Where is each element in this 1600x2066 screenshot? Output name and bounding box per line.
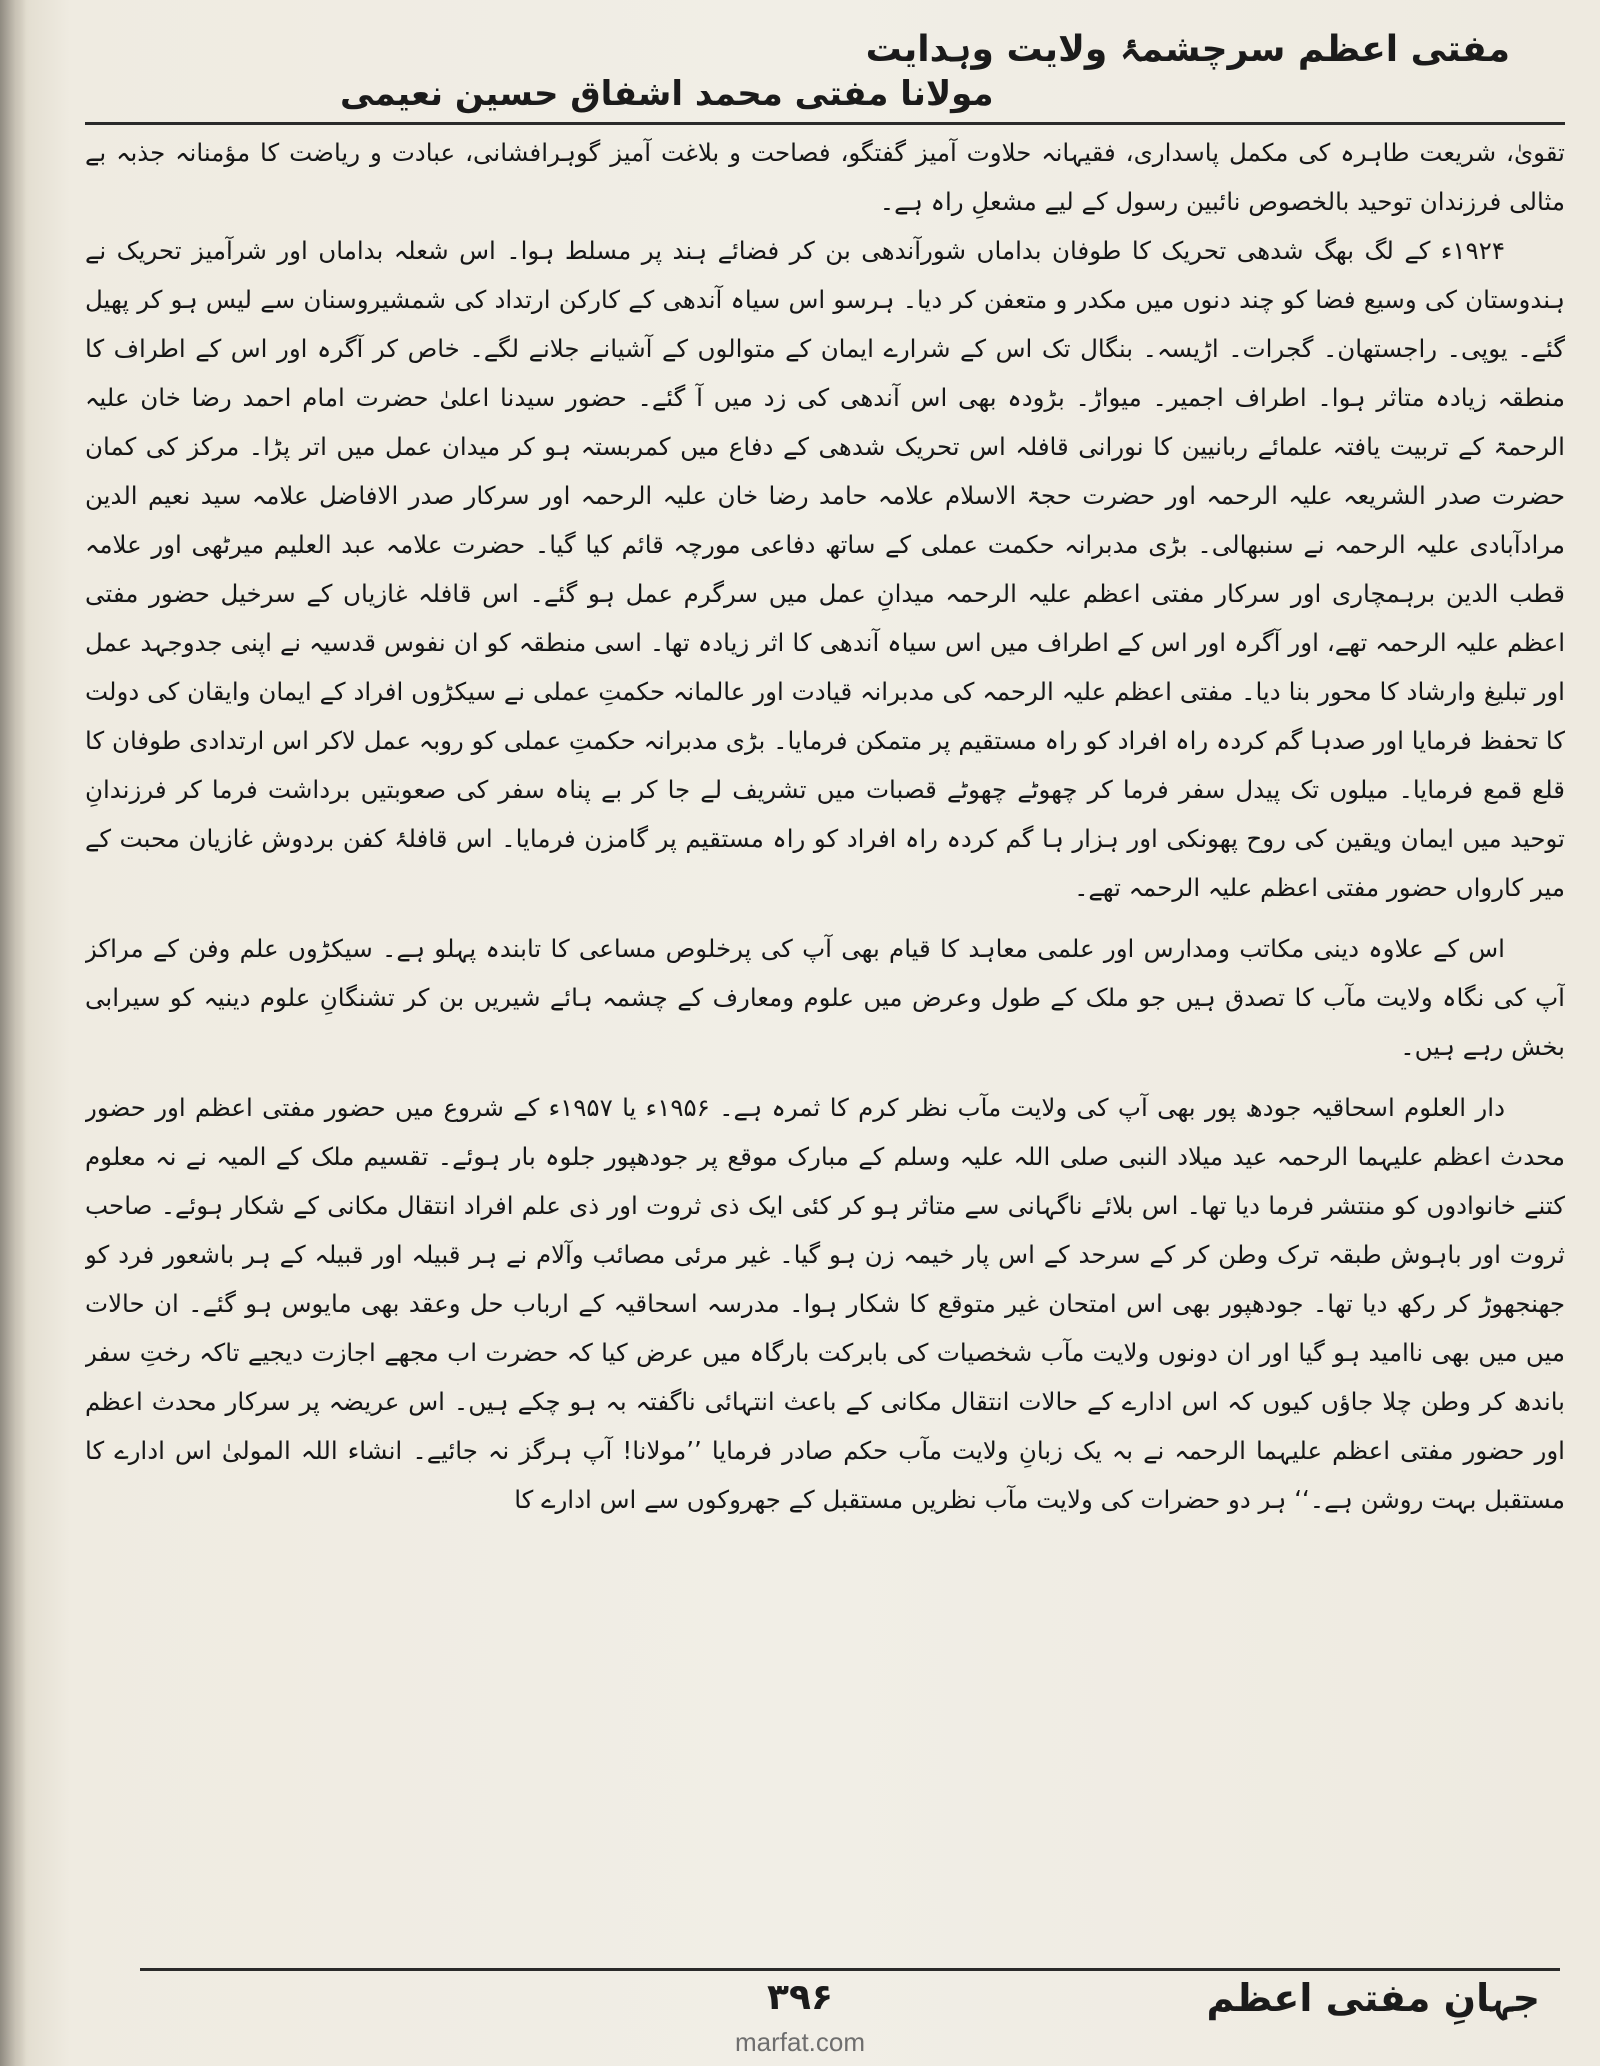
author-name: مولانا مفتی محمد اشفاق حسین نعیمی (340, 74, 994, 114)
paragraph: دار العلوم اسحاقیہ جودھ پور بھی آپ کی ولایت مآب نظر کرم کا ثمرہ ہے۔ ۱۹۵۶ء یا ۱۹۵۷ء کے شروع میں حضور مفتی اعظم اور حضور محدث اعظم علیہما الرحمہ عید میلاد النبی صلی اللہ علیہ وسلم کے مبارک موقع پر جودھپور جلوہ بار ہوئے۔ تقسیم ملک کے المیہ نے نہ معلوم کتنے خانوادوں کو منتشر فرما دیا تھا۔ اس بلائے ناگہانی سے متاثر ہو کر کئی ایک ذی ثروت اور ذی علم افراد انتقال مکانی کے شکار ہوئے۔ صاحب ثروت اور باہوش طبقہ ترک وطن کر کے سرحد کے اس پار خیمہ زن ہو گیا۔ غیر مرئی مصائب وآلام نے ہر قبیلہ اور قبیلہ کے ہر باشعور فرد کو جھنجھوڑ کر رکھ دیا تھا۔ جودھپور بھی اس امتحان غیر متوقع کا شکار ہوا۔ مدرسہ اسحاقیہ کے ارباب حل وعقد بھی مایوس ہو گئے۔ ان حالات میں میں بھی ناامید ہو گیا اور ان دونوں ولایت مآب شخصیات کی بابرکت بارگاہ میں عرض کیا کہ حضرت اب مجھے اجازت دیجیے تاکہ رختِ سفر باندھ کر وطن چلا جاؤں کیوں کہ اس ادارے کے حالات انتقال مکانی کے باعث انتہائی ناگفتہ بہ ہو چکے ہیں۔ اس عریضہ پر سرکار محدث اعظم اور حضور مفتی اعظم علیہما الرحمہ نے بہ یک زبانِ ولایت مآب حکم صادر فرمایا ’’مولانا! آپ ہرگز نہ جائیے۔ انشاء اللہ المولیٰ اس ادارے کا مستقبل بہت روشن ہے۔‘‘ ہر دو حضرات کی ولایت مآب نظریں مستقبل کے جھروکوں سے اس ادارے کا (85, 1093, 1565, 1514)
paragraph: اس کے علاوہ دینی مکاتب ومدارس اور علمی معاہد کا قیام بھی آپ کی پرخلوص مساعی کا تابندہ پہلو ہے۔ سیکڑوں علم وفن کے مراکز آپ کی نگاہ ولایت مآب کا تصدق ہیں جو ملک کے طول وعرض میں علوم ومعارف کے چشمہ ہائے شیریں بن کر تشنگانِ علوم دینیہ کو سیرابی بخش رہے ہیں۔ (85, 934, 1565, 1061)
article-body (85, 128, 1565, 1958)
header-divider (85, 122, 1565, 125)
book-spine-shadow (0, 0, 26, 2066)
book-title: جہانِ مفتی اعظم (1206, 1976, 1540, 2020)
paragraph: تقویٰ، شریعت طاہرہ کی مکمل پاسداری، فقیہانہ حلاوت آمیز گفتگو، فصاحت و بلاغت آمیز گوہرافشانی، عبادت و ریاضت کا مؤمنانہ جذبہ بے مثالی فرزندان توحید بالخصوص نائبین رسول کے لیے مشعلِ راہ ہے۔ (85, 138, 1565, 216)
running-title: مفتی اعظم سرچشمۂ ولایت وہدایت (865, 29, 1510, 70)
paragraph: ۱۹۲۴ء کے لگ بھگ شدھی تحریک کا طوفان بداماں شورآندھی بن کر فضائے ہند پر مسلط ہوا۔ اس شعلہ بداماں اور شرآمیز تحریک نے ہندوستان کی وسیع فضا کو چند دنوں میں مکدر و متعفن کر دیا۔ ہرسو اس سیاہ آندھی کے کارکن ارتداد کی شمشیروسنان سے لیس ہو کر پھیل گئے۔ یوپی۔ راجستھان۔ گجرات۔ اڑیسہ۔ بنگال تک اس کے شرارے ایمان کے متوالوں کے آشیانے جلانے لگے۔ خاص کر آگرہ اور اس کے اطراف کا منطقہ زیادہ متاثر ہوا۔ اطراف اجمیر۔ میواڑ۔ بڑودہ بھی اس آندھی کی زد میں آ گئے۔ حضور سیدنا اعلیٰ حضرت امام احمد رضا خان علیہ الرحمۃ کے تربیت یافتہ علمائے ربانیین کا نورانی قافلہ اس تحریک شدھی کے دفاع میں کمربستہ ہو کر میدان عمل میں اتر پڑا۔ مرکز کی کمان حضرت صدر الشریعہ علیہ الرحمہ اور حضرت حجۃ الاسلام علامہ حامد رضا خان علیہ الرحمہ اور سرکار صدر الافاضل علامہ سید نعیم الدین مرادآبادی علیہ الرحمہ نے سنبھالی۔ بڑی مدبرانہ حکمت عملی کے ساتھ دفاعی مورچہ قائم کیا گیا۔ حضرت علامہ عبد العلیم میرٹھی اور علامہ قطب الدین برہمچاری اور سرکار مفتی اعظم علیہ الرحمہ میدانِ عمل میں سرگرم عمل ہو گئے۔ اس قافلہ غازیاں کے سرخیل حضور مفتی اعظم علیہ الرحمہ تھے، اور آگرہ اور اس کے اطراف میں اس سیاہ آندھی کا اثر زیادہ تھا۔ اسی منطقہ کو ان نفوس قدسیہ نے اپنی جدوجہد عمل اور تبلیغ وارشاد کا محور بنا دیا۔ مفتی اعظم علیہ الرحمہ کی مدبرانہ قیادت اور عالمانہ حکمتِ عملی نے سیکڑوں افراد کے ایمان وایقان کی دولت کا تحفظ فرمایا اور صدہا گم کردہ راہ افراد کو راہ مستقیم پر متمکن فرمایا۔ بڑی مدبرانہ حکمتِ عملی کو روبہ عمل لاکر اس ارتدادی طوفان کا قلع قمع فرمایا۔ میلوں تک پیدل سفر فرما کر چھوٹے چھوٹے قصبات میں تشریف لے جا کر بے پناہ سفر کی صعوبتیں برداشت فرما کر فرزندانِ توحید میں ایمان ویقین کی روح پھونکی اور ہزار ہا گم کردہ راہ افراد کو راہ مستقیم پر گامزن فرمایا۔ اس قافلۂ کفن بردوش غازیان محبت کے میر کارواں حضور مفتی اعظم علیہ الرحمہ تھے۔ (85, 236, 1565, 902)
watermark: marfat.com (734, 2027, 866, 2057)
footer-divider (140, 1968, 1560, 1971)
page-number: ۳۹۶ (767, 1977, 833, 2018)
